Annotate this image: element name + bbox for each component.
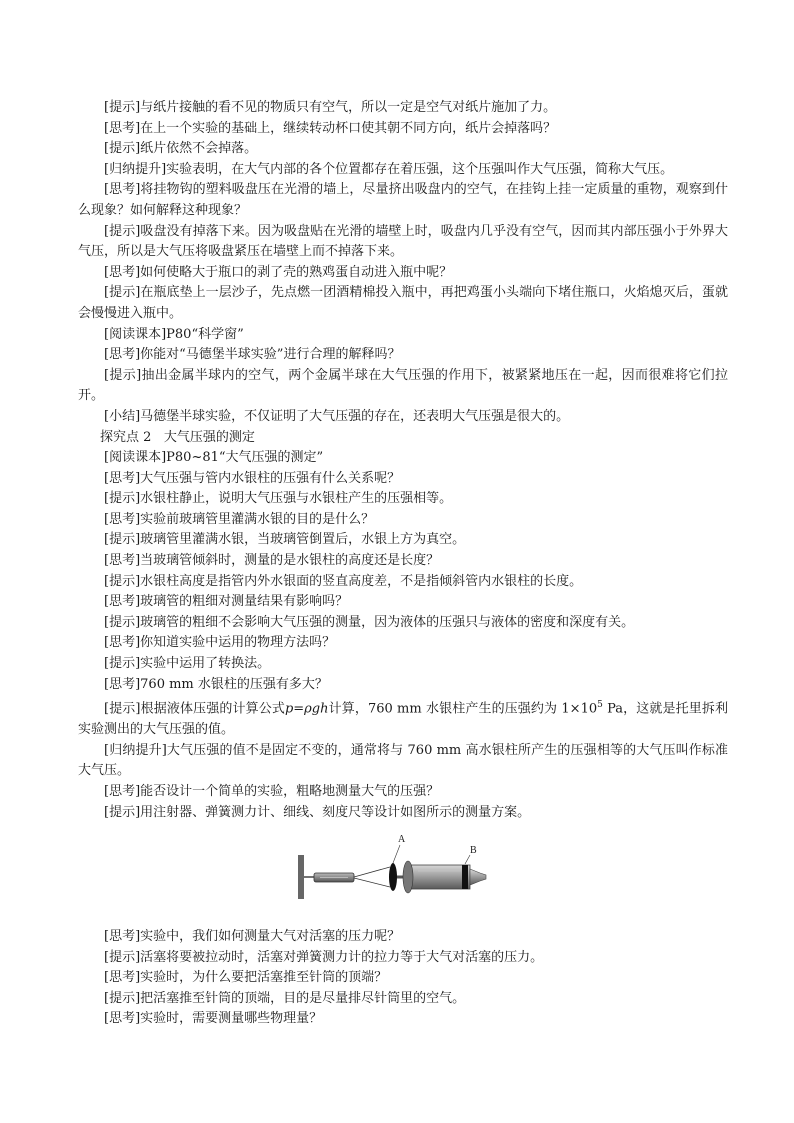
tag-label: [思考]: [104, 470, 141, 486]
paragraph-text: 实验时，为什么要把活塞推至针筒的顶端？: [140, 970, 388, 986]
paragraph: [78, 366, 728, 407]
tag-label: [归纳提升]: [104, 742, 167, 758]
tag-label: [思考]: [104, 594, 141, 610]
exponent: 5: [597, 700, 603, 711]
paragraph-text: 马德堡半球实验，不仅证明了大气压强的存在，还表明大气压强是很大的。: [140, 408, 570, 424]
paragraph: [78, 741, 728, 782]
tag-label: [提示]: [104, 701, 141, 717]
paragraph-text: 在上一个实验的基础上，继续转动杯口使其朝不同方向，纸片会掉落吗？: [140, 120, 557, 136]
tag-label: [归纳提升]: [104, 161, 167, 177]
paragraph: [78, 654, 728, 675]
tag-label: [提示]: [104, 223, 141, 239]
paragraph: [78, 510, 728, 531]
tag-label: [提示]: [104, 100, 141, 115]
paragraph: [78, 948, 728, 969]
paragraph-text: 计算，760 mm 水银柱产生的压强约为 1×10: [328, 701, 598, 717]
syringe-experiment-figure: [78, 831, 728, 923]
paragraph-text: 玻璃管的粗细对测量结果有影响吗？: [140, 594, 349, 610]
tag-label: [思考]: [104, 182, 141, 198]
tag-label: [提示]: [104, 573, 141, 589]
paragraph: [78, 180, 728, 221]
paragraph: [78, 263, 728, 284]
tag-label: [思考]: [104, 676, 141, 692]
paragraph-text: 在瓶底垫上一层沙子，先点燃一团酒精棉投入瓶中，再把鸡蛋小头端向下堵住瓶口，火焰熄灭后，蛋就会慢慢进入瓶中。: [78, 285, 728, 321]
tag-label: [阅读课本]: [104, 450, 167, 466]
paragraph: [78, 1009, 728, 1030]
paragraph: [78, 551, 728, 572]
paragraph: [78, 592, 728, 613]
paragraph-text: 吸盘没有掉落下来。因为吸盘贴在光滑的墙壁上时，吸盘内几乎没有空气，因而其内部压强小于外界大气压，所以是大气压将吸盘紧压在墙壁上而不掉落下来。: [78, 223, 728, 260]
paragraph-text: 水银柱静止，说明大气压强与水银柱产生的压强相等。: [140, 491, 453, 507]
tag-label: [提示]: [104, 614, 141, 630]
document-body: [78, 98, 728, 1030]
paragraph: [78, 989, 728, 1010]
paragraph-text: 与纸片接触的看不见的物质只有空气，所以一定是空气对纸片施加了力。: [140, 100, 557, 115]
paragraph-text: 大气压强与管内水银柱的压强有什么关系呢？: [140, 470, 401, 486]
syringe-barrel: [408, 865, 470, 889]
paragraph: [78, 633, 728, 654]
label-a: A: [398, 834, 406, 846]
tag-label: [提示]: [104, 804, 141, 820]
tag-label: [提示]: [104, 532, 141, 548]
tag-label: [思考]: [104, 970, 141, 986]
paragraph-text: 实验前玻璃管里灌满水银的目的是什么？: [140, 511, 375, 527]
paragraph: [78, 283, 728, 324]
paragraph-text: 你知道实验中运用的物理方法吗？: [140, 635, 336, 651]
paragraph-text: 实验中运用了转换法。: [140, 656, 271, 672]
tag-label: [思考]: [104, 635, 141, 651]
paragraph: [78, 782, 728, 803]
paragraph: [78, 572, 728, 593]
tag-label: [思考]: [104, 347, 141, 363]
paragraph-text: 能否设计一个简单的实验，粗略地测量大气的压强？: [140, 783, 440, 799]
tag-label: [提示]: [104, 285, 141, 301]
paragraph-text: 纸片依然不会掉落。: [140, 141, 258, 157]
paragraph: [78, 489, 728, 510]
paragraph-text: 把活塞推至针筒的顶端，目的是尽量排尽针筒里的空气。: [140, 990, 466, 1006]
syringe-diagram: [296, 831, 496, 923]
tag-label: [提示]: [104, 656, 141, 672]
paragraph: [78, 675, 728, 696]
paragraph: [78, 119, 728, 140]
formula: p=ρgh: [284, 701, 329, 717]
tag-label: [思考]: [104, 929, 141, 945]
paragraph-text: 760 mm 水银柱的压强有多大？: [140, 676, 328, 692]
paragraph-text: 玻璃管的粗细不会影响大气压强的测量，因为液体的压强只与液体的密度和深度有关。: [140, 614, 635, 630]
paragraph: [78, 407, 728, 428]
piston: [462, 865, 468, 889]
paragraph: [78, 448, 728, 469]
paragraph-text: 实验中，我们如何测量大气对活塞的压力呢？: [140, 929, 401, 945]
tag-label: [思考]: [104, 264, 141, 280]
tag-label: [提示]: [104, 491, 141, 507]
paragraph-text: 根据液体压强的计算公式: [140, 701, 285, 717]
formula-paragraph: [78, 695, 728, 741]
tag-label: [思考]: [104, 553, 141, 569]
paragraph-text: P80“科学窗”: [166, 326, 244, 342]
paragraph-text: 水银柱高度是指管内外水银面的竖直高度差，不是指倾斜管内水银柱的长度。: [140, 573, 583, 589]
tag-label: [思考]: [104, 120, 141, 136]
paragraph-text: 抽出金属半球内的空气，两个金属半球在大气压强的作用下，被紧紧地压在一起，因而很难将它们拉开。: [78, 367, 728, 404]
tag-label: [提示]: [104, 367, 142, 383]
paragraph-text: 实验时，需要测量哪些物理量？: [140, 1011, 323, 1027]
paragraph: [78, 325, 728, 346]
paragraph-text: 大气压强的值不是固定不变的，通常将与 760 mm 高水银柱所产生的压强相等的大气压叫作标准大气压。: [78, 742, 728, 779]
paragraph-text: 用注射器、弹簧测力计、细线、刻度尺等设计如图所示的测量方案。: [140, 804, 531, 820]
tag-label: [阅读课本]: [104, 326, 167, 342]
tag-label: [提示]: [104, 990, 141, 1006]
paragraph-text: 活塞将要被拉动时，活塞对弹簧测力计的拉力等于大气对活塞的压力。: [140, 949, 544, 965]
paragraph: [78, 968, 728, 989]
paragraph-text: Pa，这就是托里拆利实验测出的大气压强的值。: [78, 701, 728, 738]
plunger-handle: [389, 863, 397, 891]
paragraph-text: 当玻璃管倾斜时，测量的是水银柱的高度还是长度？: [140, 553, 440, 569]
paragraph: [78, 927, 728, 948]
section-title: 大气压强的测定: [163, 429, 255, 445]
paragraph-text: 如何使略大于瓶口的剥了壳的熟鸡蛋自动进入瓶中呢？: [140, 264, 453, 280]
paragraph: [78, 803, 728, 824]
paragraph-text: P80~81“大气压强的测定”: [166, 450, 324, 466]
paragraph-text: 你能对“马德堡半球实验”进行合理的解释吗？: [140, 347, 401, 363]
paragraph: [78, 469, 728, 490]
tag-label: [思考]: [104, 783, 141, 799]
tag-label: [思考]: [104, 511, 141, 527]
paragraph: [78, 160, 728, 181]
paragraph-text: 将挂物钩的塑料吸盘压在光滑的墙上，尽量挤出吸盘内的空气，在挂钩上挂一定质量的重物，观察到什么现象？如何解释这种现象？: [78, 182, 728, 218]
tag-label: [小结]: [104, 408, 141, 424]
wall-bracket: [298, 855, 304, 899]
paragraph: [78, 98, 728, 119]
paragraph-text: 实验表明，在大气内部的各个位置都存在着压强，这个压强叫作大气压强，简称大气压。: [166, 161, 674, 177]
label-b: B: [470, 845, 477, 857]
paragraph: [78, 139, 728, 160]
tag-label: [提示]: [104, 141, 141, 157]
section-heading: [78, 428, 728, 449]
paragraph: [78, 345, 728, 366]
paragraph: [78, 613, 728, 634]
paragraph: [78, 222, 728, 263]
tag-label: [提示]: [104, 949, 141, 965]
paragraph-text: 玻璃管里灌满水银，当玻璃管倒置后，水银上方为真空。: [140, 532, 466, 548]
paragraph: [78, 530, 728, 551]
tag-label: [思考]: [104, 1011, 141, 1027]
section-label: 探究点 2: [100, 429, 152, 445]
